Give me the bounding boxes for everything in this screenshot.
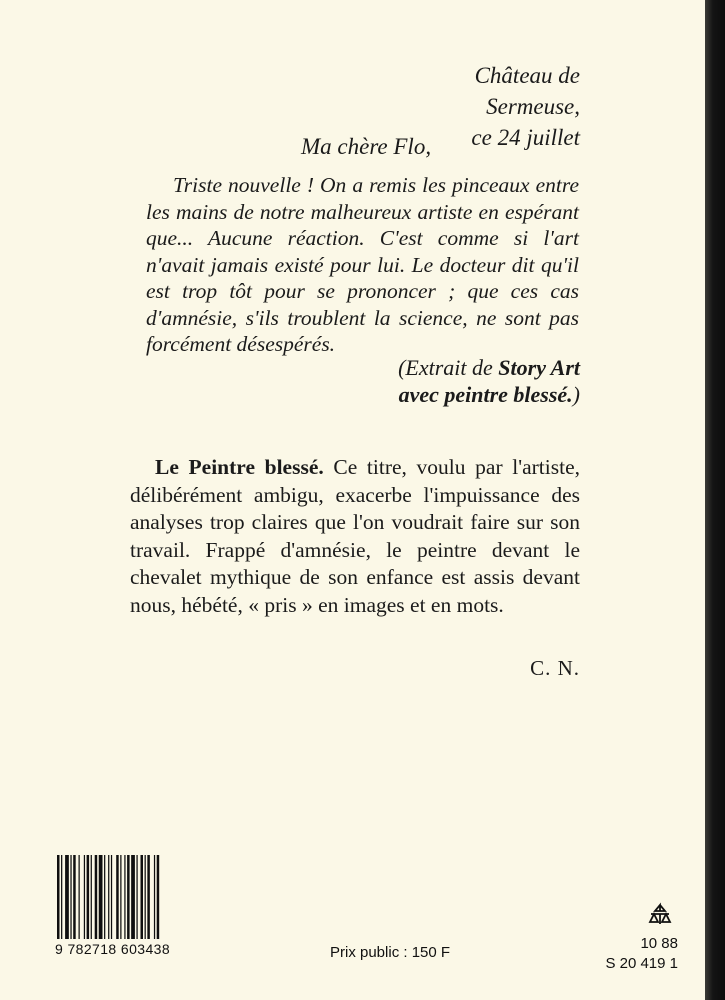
barcode-bar xyxy=(120,855,121,939)
barcode-bar xyxy=(141,855,144,939)
excerpt-prefix: (Extrait de xyxy=(398,355,499,380)
barcode-bar xyxy=(145,855,146,939)
barcode-bar xyxy=(95,855,98,939)
barcode-bar xyxy=(108,855,109,939)
barcode-bar xyxy=(99,855,103,939)
barcode-bars xyxy=(55,855,193,939)
barcode-bar xyxy=(104,855,105,939)
barcode-bar xyxy=(147,855,150,939)
excerpt-title-1: Story Art xyxy=(498,355,580,380)
barcode-bar xyxy=(157,855,160,939)
barcode-bar xyxy=(127,855,130,939)
letter-body: Triste nouvelle ! On a remis les pinceaux entre les mains de notre malheureux artiste en espérant que... Aucune réaction. C'est comme si l'art n'avait jamais existé pour lui. Le docteur dit qu'il est trop tôt pour se prononcer ; que ces cas d'amnésie, s'ils troublent la science, ne sont pas forcément désespérés. xyxy=(146,173,579,356)
barcode-bar xyxy=(79,855,80,939)
catalog-code-2: S 20 419 1 xyxy=(605,955,678,972)
barcode-bar xyxy=(124,855,125,939)
public-price: Prix public : 150 F xyxy=(330,944,451,961)
blurb-text: Ce titre, voulu par l'artiste, délibérément ambigu, exacerbe l'impuissance des analyses trop claires que l'on voudrait faire sur son travail. Frappé d'amnésie, le peintre devant le chevalet mythique de son enfance est assis devant nous, hébété, « pris » en images et en mots. xyxy=(130,455,580,617)
catalog-codes xyxy=(560,934,678,974)
excerpt-title-2: avec peintre blessé. xyxy=(398,382,573,407)
barcode-bar xyxy=(61,855,62,939)
excerpt-credit xyxy=(340,354,580,408)
barcode-digits: 9 782718 603438 xyxy=(55,941,170,957)
catalog-code-1: 10 88 xyxy=(640,935,678,952)
barcode-bar xyxy=(111,855,112,939)
letter-place: Château de Sermeuse, xyxy=(474,63,580,119)
letter-salutation: Ma chère Flo, xyxy=(301,134,432,159)
barcode-bar xyxy=(70,855,71,939)
publisher-logo-icon xyxy=(646,902,674,928)
barcode-bar xyxy=(57,855,60,939)
barcode-bar xyxy=(87,855,90,939)
barcode-bar xyxy=(91,855,92,939)
excerpt-suffix: ) xyxy=(572,382,580,407)
barcode-bar xyxy=(73,855,76,939)
barcode-bar xyxy=(154,855,155,939)
isbn-barcode xyxy=(55,855,193,965)
barcode-bar xyxy=(84,855,85,939)
barcode-bar xyxy=(65,855,69,939)
letter-date: ce 24 juillet xyxy=(471,125,580,150)
barcode-bar xyxy=(136,855,137,939)
blurb-initials: C. N. xyxy=(530,656,580,680)
barcode-bar xyxy=(116,855,119,939)
blurb-paragraph xyxy=(130,454,580,619)
barcode-bar xyxy=(131,855,135,939)
page-edge-shadow xyxy=(705,0,725,1000)
blurb-lead: Le Peintre blessé. xyxy=(155,455,324,479)
